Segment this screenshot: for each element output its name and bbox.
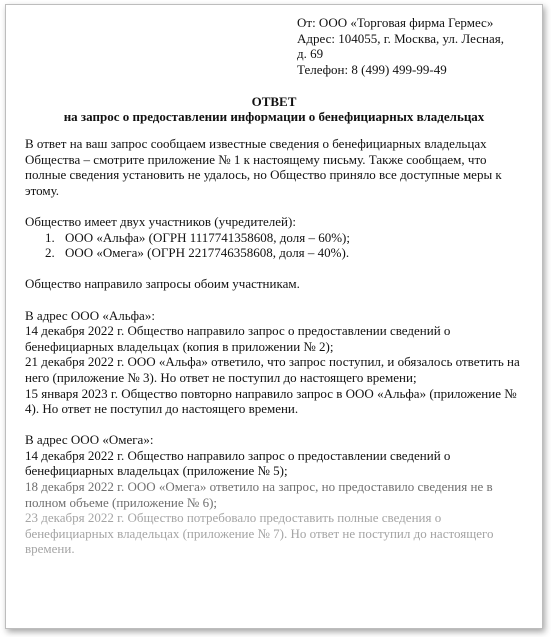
participants-lead: Общество имеет двух участников (учредителей): [25, 213, 296, 229]
sender-address-line1: Адрес: 104055, г. Москва, ул. Лесная, [297, 30, 504, 46]
list-item: 1. ООО «Альфа» (ОГРН 1117741358608, доля – 60%); [45, 229, 350, 245]
document-page [5, 4, 543, 629]
sender-address-line2: д. 69 [297, 46, 324, 61]
list-item: 2. ООО «Омега» (ОГРН 2217746358608, доля – 40%). [45, 245, 350, 261]
sender-from: От: ООО «Торговая фирма Гермес» [297, 15, 494, 30]
document-body [25, 136, 530, 557]
sender-phone: Телефон: 8 (499) 499-99-49 [297, 61, 447, 77]
alpha-event: 21 декабря 2022 г. ООО «Альфа» ответило, что запрос поступил, и обязалось ответить на него (приложение № 3). Но ответ не поступил до настоящего времени; [25, 354, 520, 385]
title-heading: ОТВЕТ [251, 94, 297, 109]
page-fade-overlay [6, 558, 542, 628]
intro-paragraph: В ответ на ваш запрос сообщаем известные сведения о бенефициарных владельцах Общества – смотрите приложение № 1 к настоящему письму. Также сообщаем, что полные сведения установить не удалось, но Общество приняло все доступные меры к этому. [25, 136, 502, 198]
omega-heading: В адрес ООО «Омега»: [25, 432, 154, 448]
omega-event: 14 декабря 2022 г. Общество направило запрос о предоставлении сведений о бенефициарных владельцах (приложение № 5); [25, 447, 451, 479]
participants-list [25, 230, 530, 261]
alpha-event: 15 января 2023 г. Общество повторно направило запрос в ООО «Альфа» (приложение № 4). Но ответ не поступил до настоящего времени. [25, 385, 517, 417]
alpha-heading: В адрес ООО «Альфа»: [25, 307, 155, 323]
alpha-event: 14 декабря 2022 г. Общество направило запрос о предоставлении сведений о бенефициарных владельцах (копия в приложении № 2); [25, 323, 451, 354]
document-title [6, 94, 542, 124]
omega-event: 18 декабря 2022 г. ООО «Омега» ответило на запрос, но предоставило сведения не в полном объеме (приложение № 6); [25, 479, 493, 510]
requests-sent: Общество направило запросы обоим участникам. [25, 276, 300, 292]
title-subheading: на запрос о предоставлении информации о бенефициарных владельцах [63, 109, 485, 124]
omega-event: 23 декабря 2022 г. Общество потребовало предоставить полные сведения о бенефициарных владельцах (приложение № 7). Но ответ не поступил до настоящего времени. [25, 510, 494, 557]
sender-block [297, 15, 522, 77]
